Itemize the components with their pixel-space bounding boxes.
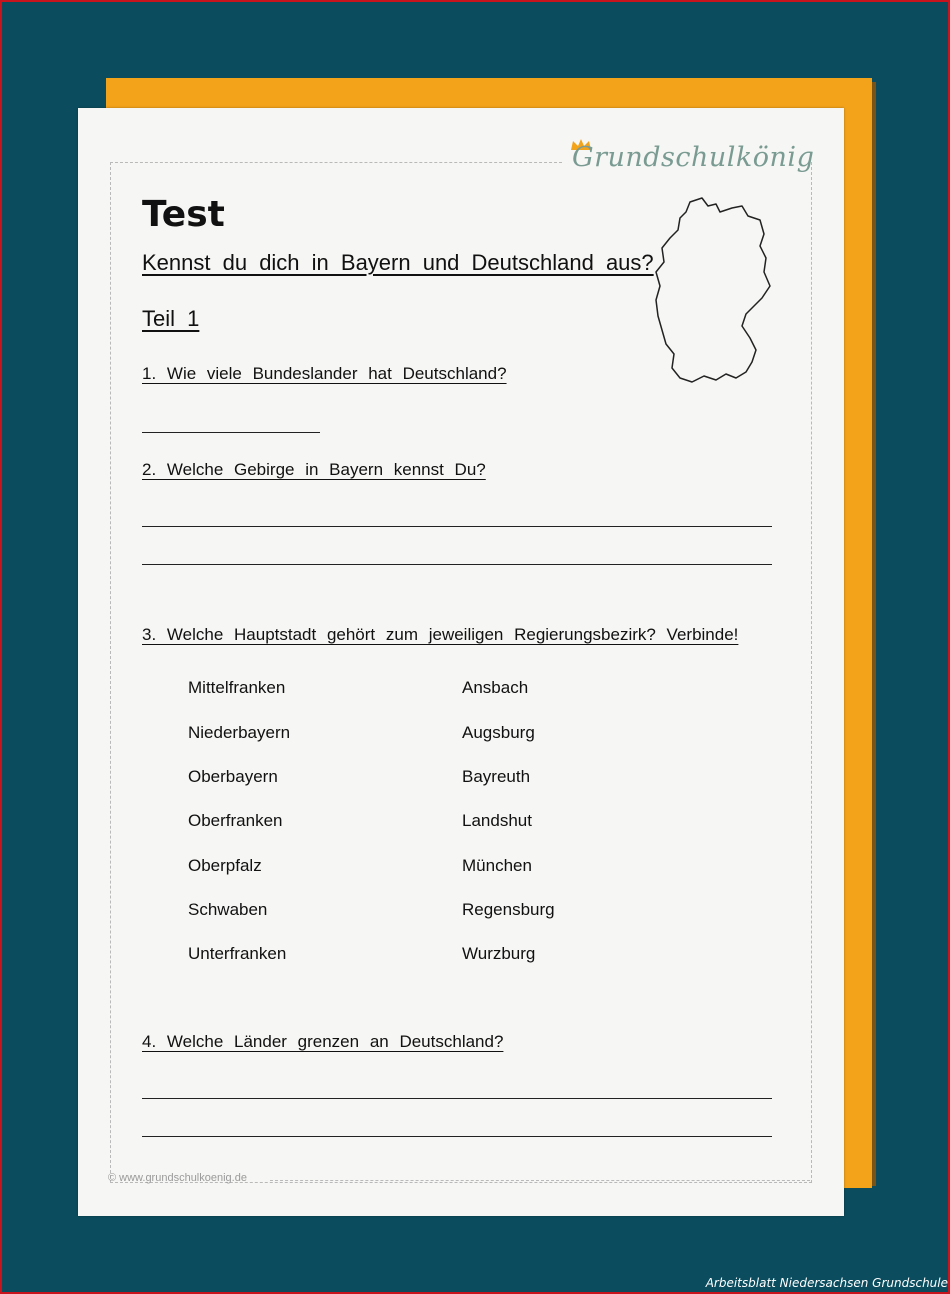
district-item: Oberfranken	[188, 811, 283, 830]
backdrop-shadow	[872, 82, 876, 1186]
district-item: Oberpfalz	[188, 856, 262, 875]
answer-line-4b[interactable]	[142, 1136, 772, 1137]
footer-dashed-line	[270, 1180, 810, 1181]
germany-map-icon	[650, 194, 775, 386]
question-2: 2. Welche Gebirge in Bayern kennst Du?	[142, 460, 486, 479]
district-item: Niederbayern	[188, 723, 291, 742]
answer-line-4a[interactable]	[142, 1098, 772, 1099]
district-item: Schwaben	[188, 900, 268, 919]
district-item: Mittelfranken	[188, 678, 286, 697]
capital-item: Bayreuth	[462, 767, 531, 786]
district-item: Unterfranken	[188, 944, 287, 963]
capital-item: München	[462, 856, 532, 875]
question-3: 3. Welche Hauptstadt gehört zum jeweiligen Regierungsbezirk? Verbinde!	[142, 625, 739, 644]
question-1: 1. Wie viele Bundeslander hat Deutschland?	[142, 364, 507, 383]
capital-item: Wurzburg	[462, 944, 536, 963]
watermark-caption: Arbeitsblatt Niedersachsen Grundschule	[705, 1276, 948, 1290]
part-heading: Teil 1	[142, 306, 200, 331]
capital-item: Ansbach	[462, 678, 529, 697]
brand-logo: Grundschulkönig	[572, 142, 815, 173]
footer-copyright: © www.grundschulkoenig.de	[108, 1172, 247, 1184]
district-item: Oberbayern	[188, 767, 278, 786]
answer-line-1[interactable]	[142, 432, 320, 433]
worksheet-subtitle: Kennst du dich in Bayern und Deutschland aus?	[142, 250, 654, 275]
answer-line-2a[interactable]	[142, 526, 772, 527]
answer-line-2b[interactable]	[142, 564, 772, 565]
capital-item: Augsburg	[462, 723, 535, 742]
worksheet-title: Test	[142, 194, 225, 235]
capital-item: Landshut	[462, 811, 532, 830]
question-4: 4. Welche Länder grenzen an Deutschland?	[142, 1032, 504, 1051]
capital-item: Regensburg	[462, 900, 555, 919]
